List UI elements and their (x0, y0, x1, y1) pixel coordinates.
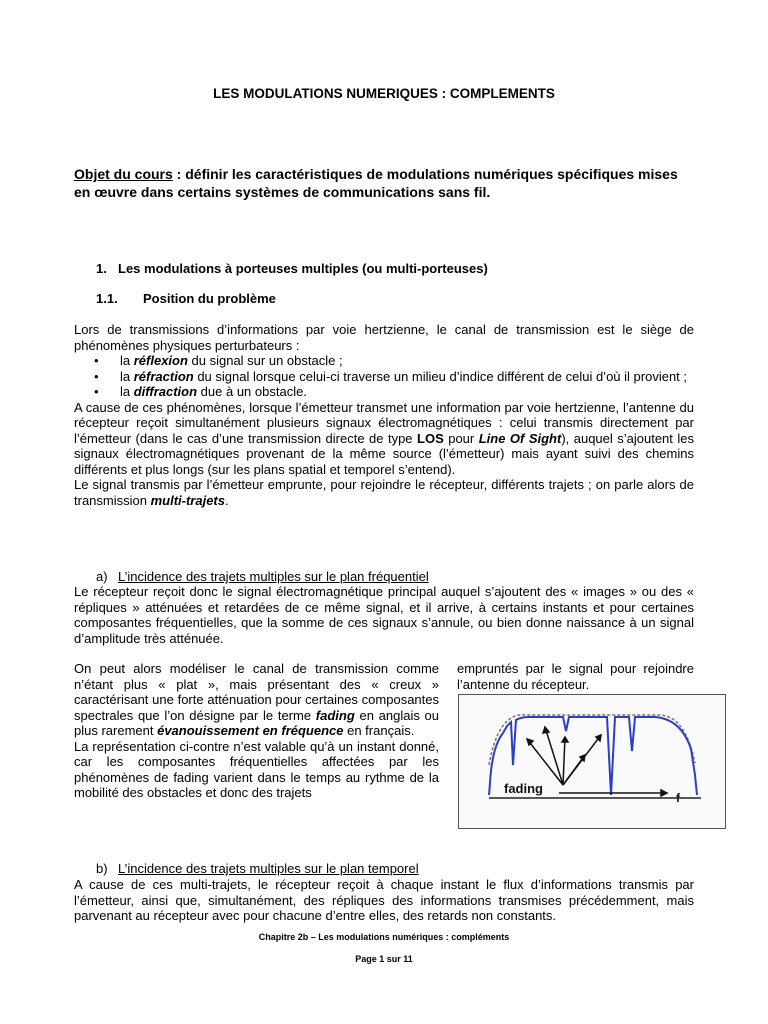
footer-chapter: Chapitre 2b – Les modulations numériques : compléments (258, 932, 510, 942)
phenomena-list (74, 353, 694, 400)
fading-label: fading (504, 781, 543, 796)
ideal-spectrum-curve (489, 715, 695, 765)
subsection-a-title: L’incidence des trajets multiples sur le plan fréquentiel (118, 569, 429, 584)
subsection-a-number: a) (96, 569, 108, 584)
subsection-b-heading (96, 861, 419, 877)
subsection-b-number: b) (96, 861, 108, 876)
fading-explanation: On peut alors modéliser le canal de transmission comme n’étant plus « plat », mais présentant des « creux » caractérisant une forte atténuation pour certaines composantes spectrales que l’on désigne par le terme fading en anglais ou plus rarement évanouissement en fréquence en français. La représentation ci-contre n’est valable qu’à un instant donné, car les composantes fréquentielles affectées par les phénomènes de fading varient dans le temps au rythme de la mobilité des obstacles et donc des trajets (74, 661, 440, 800)
footer-page-number: Page 1 sur 11 (355, 954, 413, 964)
section-1-number: 1. (96, 261, 107, 276)
intro-block (74, 322, 694, 508)
subsection-b-title: L’incidence des trajets multiples sur le plan temporel (118, 861, 419, 876)
objective-text: : définir les caractéristiques de modulations numériques spécifiques mises en œuvre dans certains systèmes de communications sans fil. (74, 166, 678, 200)
bullet-icon: • (94, 384, 99, 399)
cause-paragraph: A cause de ces phénomènes, lorsque l’émetteur transmet une information par voie hertzienne, l’antenne du récepteur reçoit simultanément plusieurs signaux électromagnétiques : celui transmis directement par l’émetteur (dans le cas d’une transmission directe de type LOS pour Line Of Sight), auquel s’ajoutent les signaux électromagnétiques provenant de la même source (l’émetteur) mais ayant suivi des chemins différents et plus longs (sur les plans spatial et temporel s’entend). (74, 399, 694, 477)
section-1-1-heading (96, 291, 276, 307)
intro-paragraph: Lors de transmissions d’informations par voie hertzienne, le canal de transmission est le siège de phénomènes physiques perturbateurs : (74, 322, 694, 353)
multipath-paragraph: Le signal transmis par l’émetteur emprunte, pour rejoindre le récepteur, différents trajets ; on parle alors de transmission multi-trajets. (74, 477, 694, 508)
bullet-icon: • (94, 353, 99, 368)
frequency-paragraph: Le récepteur reçoit donc le signal électromagnétique principal auquel s’ajoutent des « images » ou des « répliques » atténuées et retardées de ce même signal, et il arrive, à certains instants et pour certaines composantes fréquentielles, que la somme de ces signaux s’annule, ou bien donne naissance à un signal d’amplitude très atténuée. (74, 584, 694, 646)
subsection-a-heading (96, 569, 429, 585)
section-1-title: Les modulations à porteuses multiples (ou multi-porteuses) (118, 261, 488, 276)
list-item: • la réflexion du signal sur un obstacle ; (94, 353, 343, 368)
list-item: • la réfraction du signal lorsque celui-ci traverse un milieu d’indice différent de celui d’où il provient ; (94, 368, 688, 384)
fading-arrows (527, 727, 667, 796)
fading-explanation-continued: empruntés par le signal pour rejoindre l’antenne du récepteur. (457, 661, 694, 692)
section-1-1-number: 1.1. (96, 291, 118, 306)
bullet-icon: • (94, 368, 99, 384)
frequency-axis-label: f (676, 791, 680, 805)
section-1-1-title: Position du problème (143, 291, 276, 306)
page-title: LES MODULATIONS NUMERIQUES : COMPLEMENTS (213, 86, 555, 101)
course-objective (74, 165, 694, 201)
objective-label: Objet du cours (74, 166, 173, 182)
list-item: • la diffraction due à un obstacle. (94, 384, 307, 399)
fading-spectrum-diagram (459, 695, 725, 828)
section-1-heading (96, 261, 488, 277)
temporal-paragraph: A cause de ces multi-trajets, le récepteur reçoit à chaque instant le flux d’informations transmis par l’émetteur, ainsi que, simultanément, des répliques des informations transmises précédemment, mais parvenant au récepteur avec pour chacune d’entre elles, des retards non constants. (74, 877, 694, 923)
fading-spectrum-figure (458, 694, 726, 829)
